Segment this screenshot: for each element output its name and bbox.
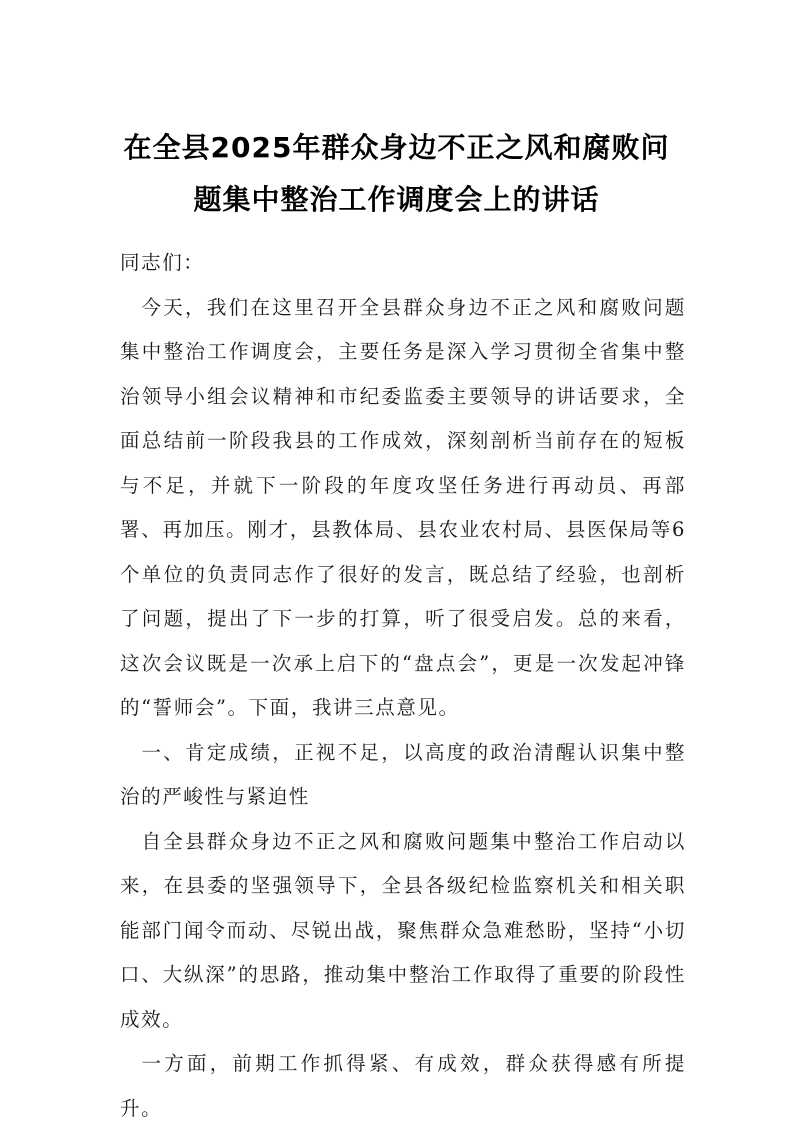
section-heading-1: 一、肯定成绩，正视不足，以高度的政治清醒认识集中整治的严峻性与紧迫性 xyxy=(120,740,686,808)
salutation: 同志们： xyxy=(120,251,205,274)
document-body xyxy=(120,241,686,1131)
title-line-1: 在全县2025年群众身边不正之风和腐败问 xyxy=(123,131,670,164)
paragraph-achievements: 自全县群众身边不正之风和腐败问题集中整治工作启动以来，在县委的坚强领导下，全县各级纪检监察机关和相关职能部门闻令而动、尽锐出战，聚焦群众急难愁盼，坚持“小切口、大纵深”的思路，推动集中整治工作取得了重要的阶段性成效。 xyxy=(120,829,686,1031)
document-title xyxy=(110,122,683,226)
paragraph-opening: 今天，我们在这里召开全县群众身边不正之风和腐败问题集中整治工作调度会，主要任务是深入学习贯彻全省集中整治领导小组会议精神和市纪委监委主要领导的讲话要求，全面总结前一阶段我县的工作成效，深刻剖析当前存在的短板与不足，并就下一阶段的年度攻坚任务进行再动员、再部署、再加压。刚才，县教体局、县农业农村局、县医保局等6个单位的负责同志作了很好的发言，既总结了经验，也剖析了问题，提出了下一步的打算，听了很受启发。总的来看，这次会议既是一次承上启下的“盘点会”，更是一次发起冲锋的“誓师会”。下面，我讲三点意见。 xyxy=(120,295,686,719)
title-line-2: 题集中整治工作调度会上的讲话 xyxy=(193,183,600,216)
paragraph-first-aspect: 一方面，前期工作抓得紧、有成效，群众获得感有所提升。 xyxy=(120,1052,686,1120)
